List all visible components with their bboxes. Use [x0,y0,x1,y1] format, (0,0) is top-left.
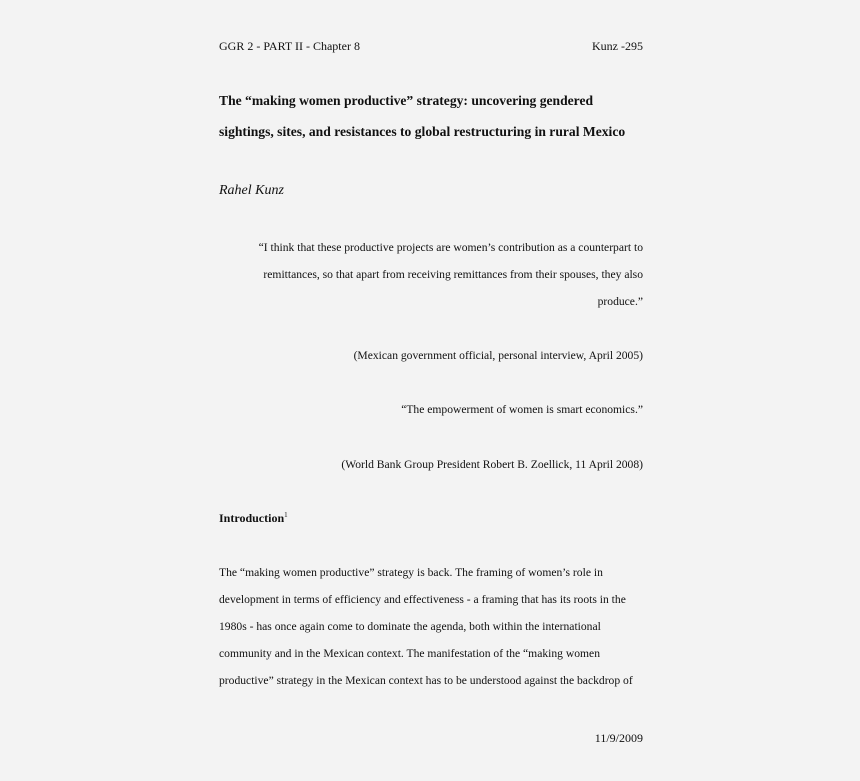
epigraph-1-attribution: (Mexican government official, personal interview, April 2005) [353,349,643,362]
body-line-1: The “making women productive” strategy is back. The framing of women’s role in [219,566,603,579]
section-heading-text: Introduction [219,511,285,525]
running-header-page-number: Kunz -295 [592,39,643,53]
body-line-4: community and in the Mexican context. The manifestation of the “making women [219,647,600,660]
section-heading [219,511,288,526]
footer-date: 11/9/2009 [594,731,643,745]
author-name: Rahel Kunz [219,183,284,198]
epigraph-2-attribution: (World Bank Group President Robert B. Zoellick, 11 April 2008) [341,458,643,471]
epigraph-1-line-3: produce.” [597,295,643,308]
footnote-marker: 1 [284,511,288,519]
running-header-left: GGR 2 - PART II - Chapter 8 [219,39,360,53]
body-line-3: 1980s - has once again come to dominate the agenda, both within the international [219,620,601,633]
body-line-2: development in terms of efficiency and effectiveness - a framing that has its roots in the [219,593,626,606]
epigraph-1-line-1: “I think that these productive projects are women’s contribution as a counterpart to [258,241,643,254]
body-line-5: productive” strategy in the Mexican context has to be understood against the backdrop of [219,674,633,687]
title-line-1: The “making women productive” strategy: uncovering gendered [219,93,594,108]
epigraph-1-line-2: remittances, so that apart from receiving remittances from their spouses, they also [263,268,643,281]
epigraph-2-quote: “The empowerment of women is smart economics.” [401,403,643,416]
title-line-2: sightings, sites, and resistances to global restructuring in rural Mexico [219,124,626,139]
